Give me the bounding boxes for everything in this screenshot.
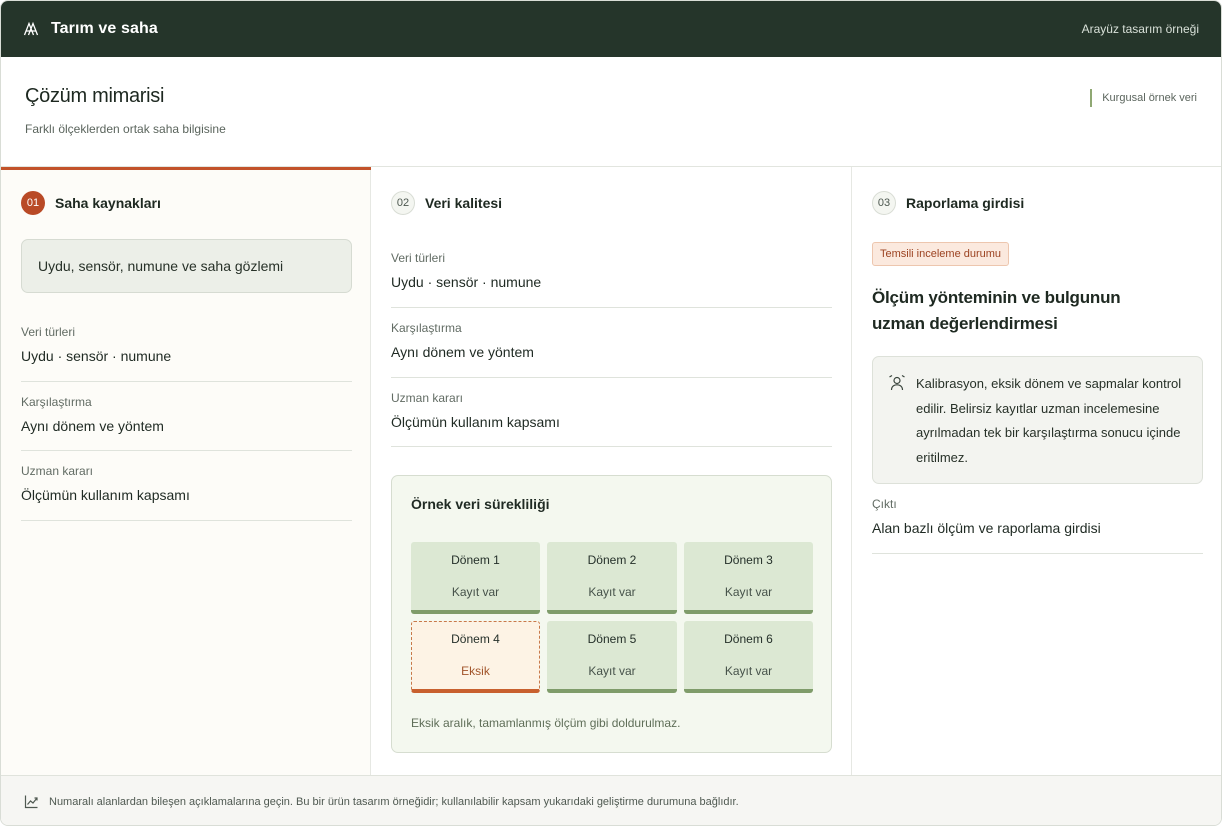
column-data-quality[interactable] [371,167,852,775]
field-rows-icon [23,21,39,37]
field-output [872,497,1203,554]
brand[interactable] [23,20,158,38]
period-status: Kayıt var [724,664,773,678]
period-status: Kayıt var [451,585,500,599]
card-title: Örnek veri sürekliliği [411,496,550,512]
field-expert-decision [391,391,832,447]
page-header [1,57,1221,167]
step-number: 02 [391,191,415,215]
period-status: Kayıt var [588,585,636,599]
step-number: 03 [872,191,896,215]
step-header-02[interactable] [391,191,502,215]
field-value: Ölçümün kullanım kapsamı [21,487,190,503]
period-status: Eksik [461,664,490,678]
period-status: Kayıt var [588,664,636,678]
field-label: Veri türleri [21,325,76,339]
step-title: Saha kaynakları [55,195,161,211]
status-badge: Temsili inceleme durumu [872,242,1009,266]
field-comparison [391,321,832,378]
period-label: Dönem 2 [587,553,637,567]
review-heading: Ölçüm yönteminin ve bulgunun uzman değerlendirmesi [872,288,1121,333]
field-value: Alan bazlı ölçüm ve raporlama girdisi [872,520,1101,536]
footer [1,775,1221,826]
field-value: Uydu · sensör · numune [391,274,542,290]
field-value: Aynı dönem ve yöntem [391,344,534,360]
period-grid [411,542,813,693]
period-label: Dönem 1 [451,553,500,567]
step-header-01[interactable] [21,191,161,215]
sample-data-note: Kurgusal örnek veri [1090,89,1197,107]
field-value: Ölçümün kullanım kapsamı [391,414,560,430]
field-label: Karşılaştırma [21,395,92,409]
info-text: Kalibrasyon, eksik dönem ve sapmalar kontrol edilir. Belirsiz kayıtlar uzman incelemesine ayrılmadan tek bir karşılaştırma sonucu içinde eritilmez. [916,376,1182,465]
continuity-note: Eksik aralık, tamamlanmış ölçüm gibi doldurulmaz. [411,716,681,730]
period-cell[interactable] [547,621,677,693]
field-value: Aynı dönem ve yöntem [21,418,164,434]
app-title: Tarım ve saha [51,20,158,37]
period-label: Dönem 4 [451,632,500,646]
field-expert-decision [21,464,352,521]
step-title: Raporlama girdisi [906,195,1025,211]
step-header-03[interactable] [872,191,1024,215]
step-title: Veri kalitesi [425,195,503,211]
expert-person-icon [888,374,906,392]
period-label: Dönem 5 [587,632,637,646]
period-cell[interactable] [411,542,540,614]
data-continuity-card [391,475,832,753]
field-label: Karşılaştırma [391,321,462,335]
field-data-types [391,251,832,308]
field-comparison [21,395,352,451]
period-cell[interactable] [684,621,813,693]
active-column-indicator [1,167,371,170]
field-label: Veri türleri [391,251,446,265]
period-cell[interactable] [547,542,677,614]
expert-review-info [872,356,1203,484]
field-value: Uydu · sensör · numune [21,348,172,364]
column-field-sources[interactable] [1,167,371,775]
page-title: Çözüm mimarisi [25,85,165,107]
column-reporting-input[interactable] [852,167,1222,775]
footer-text: Numaralı alanlardan bileşen açıklamalarına geçin. Bu bir ürün tasarım örneğidir; kullanılabilir kapsam yukarıdaki geliştirme durumuna bağlıdır. [49,795,739,808]
step-number: 01 [21,191,45,215]
period-cell-missing[interactable] [411,621,540,693]
field-data-types [21,325,352,382]
period-status: Kayıt var [724,585,773,599]
field-label: Uzman kararı [21,464,94,478]
page-subtitle: Farklı ölçeklerden ortak saha bilgisine [25,122,226,136]
trend-chart-icon [24,794,39,809]
field-label: Çıktı [872,497,897,511]
source-summary: Uydu, sensör, numune ve saha gözlemi [21,239,352,293]
period-cell[interactable] [684,542,813,614]
top-bar [1,1,1221,57]
period-label: Dönem 6 [724,632,773,646]
field-label: Uzman kararı [391,391,464,405]
design-sample-label: Arayüz tasarım örneği [1081,22,1199,36]
period-label: Dönem 3 [724,553,773,567]
